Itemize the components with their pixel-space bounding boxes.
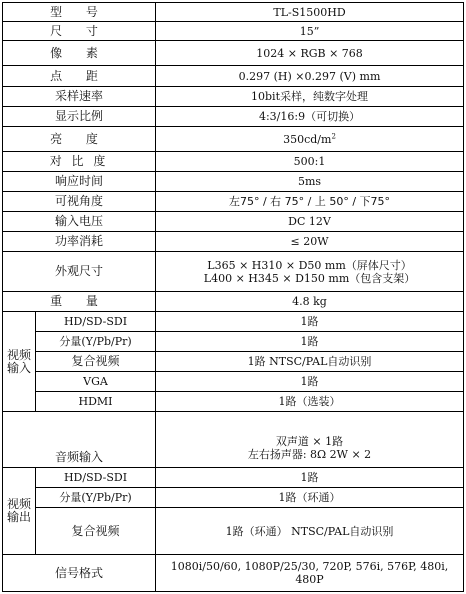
audio-channels: 双声道 × 1路 (275, 434, 344, 448)
value-audio-input (156, 412, 464, 468)
signal-formats-line2: 480P (295, 573, 324, 586)
value-pitch: 0.297 (H) ×0.297 (V) mm (156, 66, 464, 87)
row-contrast (3, 152, 464, 172)
row-brightness (3, 127, 464, 152)
video-input-group-line2: 输入 (6, 360, 31, 375)
value-response: 5ms (156, 172, 464, 192)
value-output-composite: 1路（环通） NTSC/PAL自动识别 (156, 508, 464, 555)
brightness-superscript: 2 (331, 131, 336, 140)
dimensions-screen: L365 × H310 × D50 mm（屏体尺寸） (207, 258, 412, 272)
label-pitch: 点 距 (3, 66, 156, 87)
label-power: 功率消耗 (3, 232, 156, 252)
video-input-group-line1: 视频 (6, 347, 31, 362)
signal-formats-line1: 1080i/50/60, 1080P/25/30, 720P, 576i, 576P, 480i, (170, 560, 449, 573)
brightness-number: 350cd/m (283, 132, 332, 146)
label-size: 尺 寸 (3, 22, 156, 41)
label-contrast: 对 比 度 (3, 152, 156, 172)
row-pixels (3, 41, 464, 66)
row-dimensions (3, 252, 464, 292)
value-weight: 4.8 kg (156, 292, 464, 312)
row-weight (3, 292, 464, 312)
label-response: 响应时间 (3, 172, 156, 192)
label-brightness: 亮 度 (3, 127, 156, 152)
video-input-group-label (3, 312, 36, 412)
value-output-component: 1路（环通） (156, 488, 464, 508)
label-sampling: 采样速率 (3, 87, 156, 107)
value-contrast: 500:1 (156, 152, 464, 172)
dimensions-with-stand: L400 × H345 × D150 mm（包含支架） (203, 271, 416, 285)
value-viewing: 左75° / 右 75° / 上 50° / 下75° (156, 192, 464, 212)
row-size (3, 22, 464, 41)
row-video-input-hdmi (3, 392, 464, 412)
value-output-sdi: 1路 (156, 468, 464, 488)
row-power (3, 232, 464, 252)
value-pixels: 1024 × RGB × 768 (156, 41, 464, 66)
value-aspect: 4:3/16:9（可切换） (156, 107, 464, 127)
spec-table (2, 2, 464, 592)
label-pixels: 像 素 (3, 41, 156, 66)
row-video-input-vga (3, 372, 464, 392)
row-video-output-component (3, 488, 464, 508)
row-viewing (3, 192, 464, 212)
label-dimensions: 外观尺寸 (3, 252, 156, 292)
row-audio-input (3, 412, 464, 468)
value-input-component: 1路 (156, 332, 464, 352)
label-model: 型 号 (3, 3, 156, 22)
label-input-sdi: HD/SD-SDI (36, 312, 156, 332)
label-viewing: 可视角度 (3, 192, 156, 212)
label-aspect: 显示比例 (3, 107, 156, 127)
audio-speakers: 左右扬声器: 8Ω 2W × 2 (247, 447, 372, 461)
value-model: TL-S1500HD (156, 3, 464, 22)
row-sampling (3, 87, 464, 107)
row-pitch (3, 66, 464, 87)
row-response (3, 172, 464, 192)
label-output-component: 分量(Y/Pb/Pr) (36, 488, 156, 508)
row-model (3, 3, 464, 22)
value-voltage: DC 12V (156, 212, 464, 232)
row-voltage (3, 212, 464, 232)
label-input-vga: VGA (36, 372, 156, 392)
row-video-input-composite (3, 352, 464, 372)
row-video-input-component (3, 332, 464, 352)
label-input-component: 分量(Y/Pb/Pr) (36, 332, 156, 352)
row-video-output-composite (3, 508, 464, 555)
label-input-hdmi: HDMI (36, 392, 156, 412)
video-output-group-label (3, 468, 36, 555)
value-input-vga: 1路 (156, 372, 464, 392)
value-input-composite: 1路 NTSC/PAL自动识别 (156, 352, 464, 372)
label-output-composite: 复合视频 (36, 508, 156, 555)
row-aspect (3, 107, 464, 127)
label-output-sdi: HD/SD-SDI (36, 468, 156, 488)
value-input-sdi: 1路 (156, 312, 464, 332)
row-video-input-sdi (3, 312, 464, 332)
video-output-group-line1: 视频 (6, 497, 31, 511)
value-brightness (156, 127, 464, 152)
value-size: 15” (156, 22, 464, 41)
label-voltage: 输入电压 (3, 212, 156, 232)
value-input-hdmi: 1路（选装） (156, 392, 464, 412)
value-dimensions (156, 252, 464, 292)
row-video-output-sdi (3, 468, 464, 488)
value-signal-format (156, 555, 464, 592)
label-input-composite: 复合视频 (36, 352, 156, 372)
video-output-group-line2: 输出 (6, 510, 31, 524)
value-sampling: 10bit采样，纯数字处理 (156, 87, 464, 107)
row-signal-format (3, 555, 464, 592)
label-weight: 重 量 (3, 292, 156, 312)
value-power: ≤ 20W (156, 232, 464, 252)
label-audio-input: 音频输入 (3, 412, 156, 468)
label-signal-format: 信号格式 (3, 555, 156, 592)
